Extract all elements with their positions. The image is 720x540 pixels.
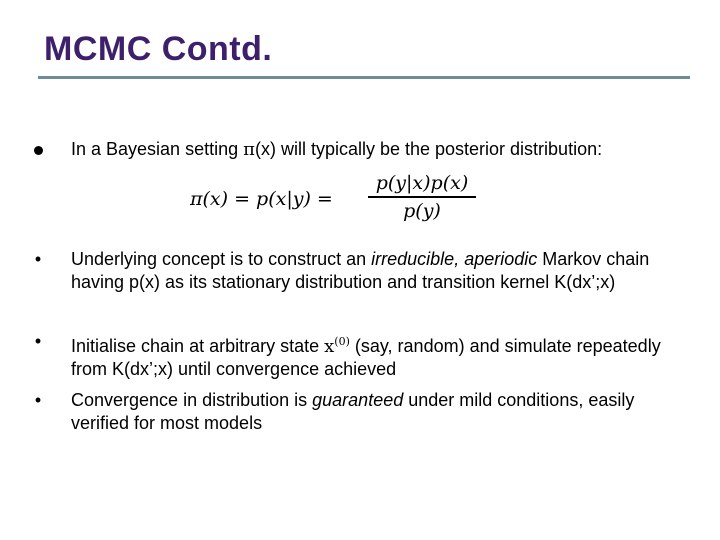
slide-title: MCMC Contd. (44, 30, 273, 68)
state-superscript: (0) (334, 335, 350, 348)
bullet-mark-icon: • (34, 331, 42, 351)
formula-lhs: π(x) = p(x|y) = (190, 188, 333, 210)
title-divider (38, 76, 690, 79)
bullet-text (71, 389, 681, 435)
bullet-text-part: Initialise chain at arbitrary state (71, 336, 325, 356)
bullet-text-part: under mild conditions, easily verified for most models (71, 390, 635, 433)
bullet-text-part: In a Bayesian setting (71, 139, 244, 159)
formula-fraction (368, 172, 476, 222)
bullet-text (71, 248, 681, 294)
bullet-mark-icon: • (34, 390, 42, 410)
emphasized-text: guaranteed (312, 390, 404, 410)
bullet-mark-icon: • (34, 249, 42, 269)
bullet-text-part: (say, random) and simulate repeatedly from K(dx’;x) until convergence achieved (71, 336, 661, 379)
state-variable: x (324, 336, 335, 357)
emphasized-text: irreducible, aperiodic (371, 249, 538, 269)
bullet-dot-icon (28, 138, 48, 161)
bullet-text-part: Markov chain having p(x) as its stationary distribution and transition kernel K(dx’;x) (71, 249, 650, 292)
formula-numerator: p(y|x)p(x) (375, 172, 469, 194)
bullet-text (71, 330, 681, 381)
bullet-text (71, 138, 681, 161)
bullet-text-part: Convergence in distribution is (71, 390, 313, 410)
bullet-text-part: (x) will typically be the posterior distribution: (254, 139, 603, 159)
bullet-text-part: Underlying concept is to construct an (71, 249, 372, 269)
pi-symbol: π (243, 139, 255, 160)
fraction-bar (368, 196, 476, 198)
formula-denominator: p(y) (403, 199, 441, 222)
